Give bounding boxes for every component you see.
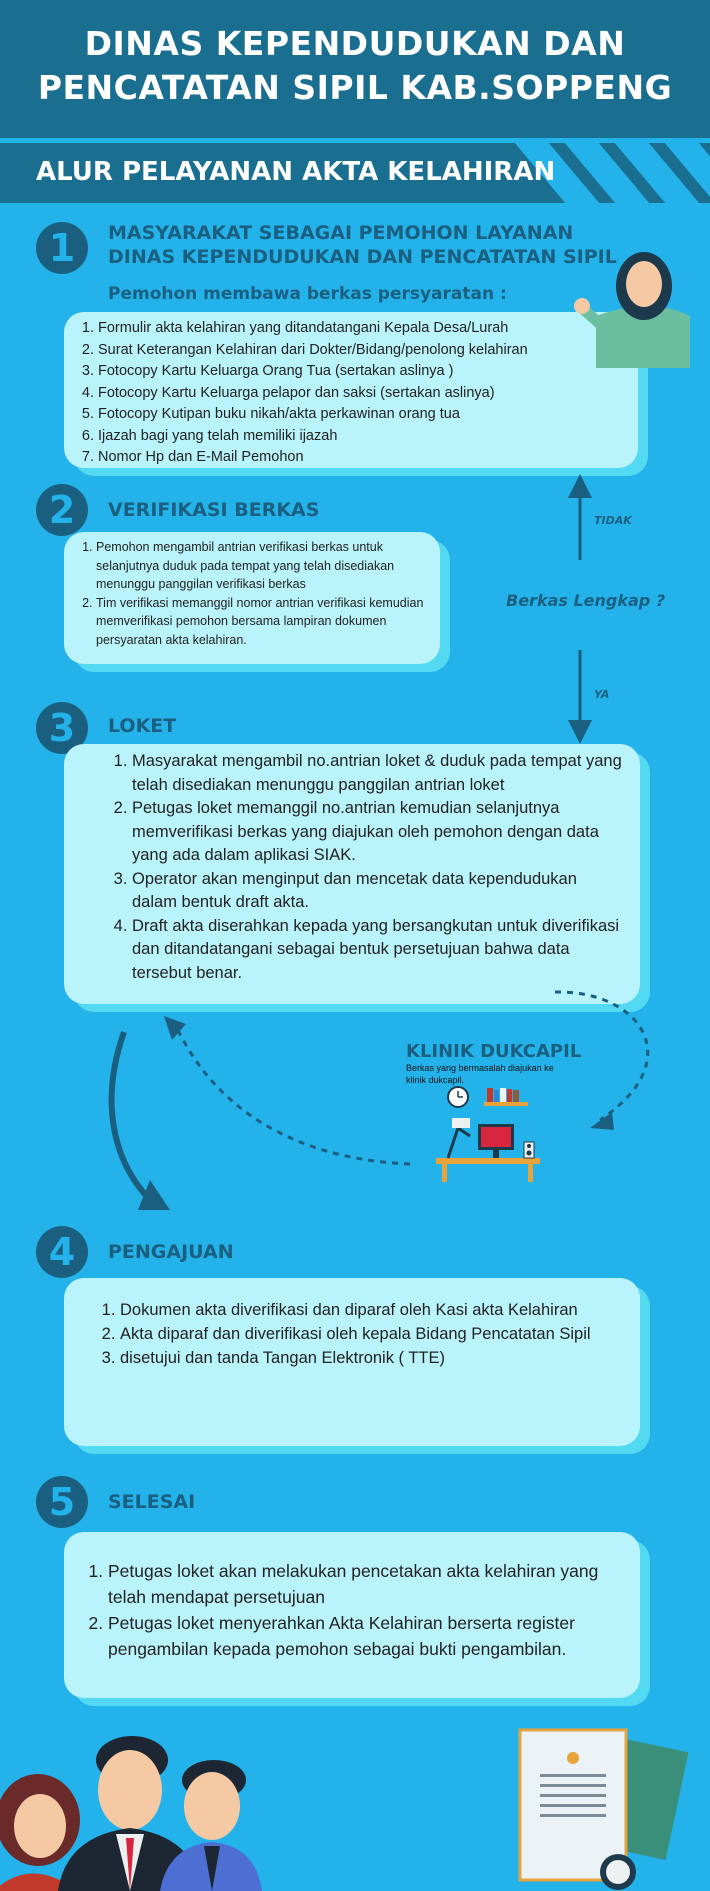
step-1-title-line-2: DINAS KEPENDUDUKAN DAN PENCATATAN SIPIL [108, 246, 617, 268]
arrow-icon [164, 1016, 410, 1164]
yes-label: YA [594, 688, 610, 701]
people-group-icon [0, 1736, 262, 1891]
list-item: 1. Petugas loket akan melakukan pencetakan akta kelahiran yang telah mendapat persetujuan [108, 1558, 620, 1610]
list-item: 4. Draft akta diserahkan kepada yang bersangkutan untuk diverifikasi dan ditandatangani sebagai bentuk persetujuan bahwa data tersebut benar. [132, 915, 626, 986]
desk-computer-icon [436, 1118, 540, 1182]
step-5-title: SELESAI [108, 1491, 196, 1513]
list-item: 2. Tim verifikasi memanggil nomor antrian verifikasi kemudian memverifikasi pemohon bersama lampiran dokumen persyaratan akta kelahiran. [96, 594, 430, 650]
arrow-icon [112, 1032, 170, 1210]
list-item: 6. Ijazah bagi yang telah memiliki ijazah [98, 426, 630, 448]
list-item: 2. Surat Keterangan Kelahiran dari Dokter/Bidang/penolong kelahiran [98, 340, 630, 362]
list-item: 1. Pemohon mengambil antrian verifikasi berkas untuk selanjutnya duduk pada tempat yang telah disediakan menunggu panggilan verifikasi berkas [96, 538, 430, 594]
step-2-title: VERIFIKASI BERKAS [108, 499, 320, 521]
list-item: 1. Masyarakat mengambil no.antrian loket & duduk pada tempat yang telah disediakan menunggu panggilan antrian loket [132, 750, 626, 797]
step-5-number: 5 [36, 1476, 88, 1528]
list-item: 3. Fotocopy Kartu Keluarga Orang Tua (sertakan aslinya ) [98, 361, 630, 383]
step-1-subtitle: Pemohon membawa berkas persyaratan : [108, 284, 507, 304]
list-item: 3. Operator akan menginput dan mencetak data kependudukan dalam bentuk draft akta. [132, 868, 626, 915]
certificate-documents-icon [520, 1730, 688, 1890]
title-line-1: DINAS KEPENDUDUKAN DAN [84, 24, 626, 63]
list-item: 1. Formulir akta kelahiran yang ditandatangani Kepala Desa/Lurah [98, 318, 630, 340]
decision-question: Berkas Lengkap ? [506, 591, 666, 610]
arrow-icon [555, 992, 648, 1130]
list-item: 4. Fotocopy Kartu Keluarga pelapor dan saksi (sertakan aslinya) [98, 383, 630, 405]
books-icon [484, 1088, 528, 1106]
step-4-title: PENGAJUAN [108, 1241, 234, 1263]
no-label: TIDAK [594, 514, 632, 527]
step-4-number: 4 [36, 1226, 88, 1278]
list-item: 2. Petugas loket memanggil no.antrian kemudian selanjutnya memverifikasi berkas yang diajukan oleh pemohon dengan data yang ada dalam aplikasi SIAK. [132, 797, 626, 868]
list-item: 2. Petugas loket menyerahkan Akta Kelahiran berserta register pengambilan kepada pemohon sebagai bukti pengambilan. [108, 1610, 620, 1662]
step-3-number: 3 [36, 702, 88, 754]
step-2-number: 2 [36, 484, 88, 536]
banner-title: ALUR PELAYANAN AKTA KELAHIRAN [36, 157, 556, 187]
step-3-title: LOKET [108, 715, 177, 737]
list-item: 1. Dokumen akta diverifikasi dan diparaf oleh Kasi akta Kelahiran [120, 1298, 610, 1322]
list-item: 5. Fotocopy Kutipan buku nikah/akta perkawinan orang tua [98, 404, 630, 426]
title-line-2: PENCATATAN SIPIL KAB.SOPPENG [37, 68, 673, 107]
klinik-title: KLINIK DUKCAPIL [406, 1041, 582, 1062]
step-1-title-line-1: MASYARAKAT SEBAGAI PEMOHON LAYANAN [108, 222, 574, 244]
list-item: 2. Akta diparaf dan diverifikasi oleh kepala Bidang Pencatatan Sipil [120, 1322, 610, 1346]
klinik-note: Berkas yang bermasalah diajukan ke klinik dukcapil. [406, 1063, 554, 1085]
step-1-number: 1 [36, 222, 88, 274]
woman-hijab-waving-icon [574, 252, 690, 368]
list-item: 3. disetujui dan tanda Tangan Elektronik ( TTE) [120, 1346, 610, 1370]
list-item: 7. Nomor Hp dan E-Mail Pemohon [98, 447, 630, 469]
clock-icon [448, 1087, 468, 1107]
